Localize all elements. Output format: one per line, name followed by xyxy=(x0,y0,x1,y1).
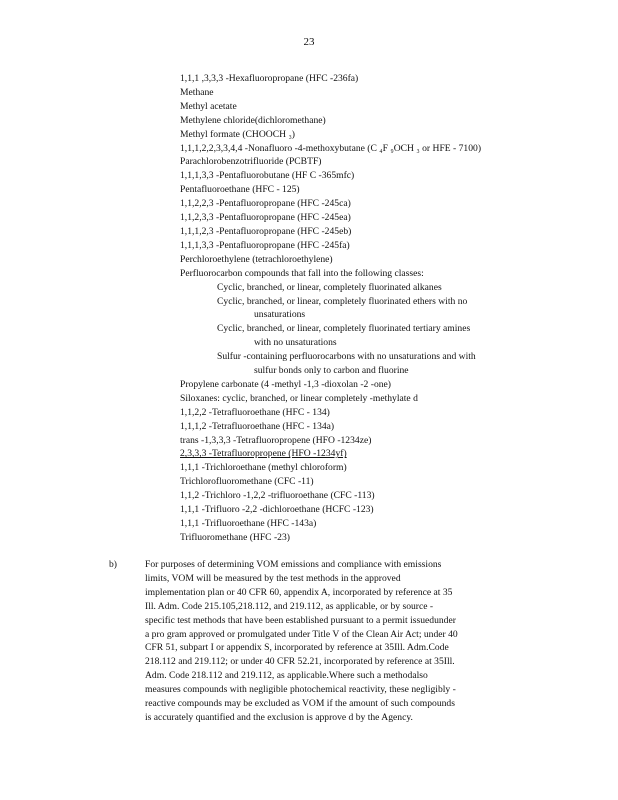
compound-line: Methyl acetate xyxy=(180,100,237,112)
compound-line: Parachlorobenzotrifluoride (PCBTF) xyxy=(180,156,322,168)
compound-line: Propylene carbonate (4 -methyl -1,3 -dioxolan -2 -one) xyxy=(180,378,391,390)
page-number: 23 xyxy=(303,36,315,48)
compound-list xyxy=(180,72,580,545)
compound-line: 1,1,1,2,2,3,3,4,4 -Nonafluoro -4-methoxybutane (C ₄F ₉OCH ₃ or HFE - 7100) xyxy=(180,142,482,154)
compound-line: Trifluoromethane (HFC -23) xyxy=(180,531,290,543)
paragraph-line: implementation plan or 40 CFR 60, appendix A, incorporated by reference at 35 xyxy=(145,586,453,598)
compound-line: Cyclic, branched, or linear, completely fluorinated ethers with no xyxy=(217,295,468,307)
compound-line: trans -1,3,3,3 -Tetrafluoropropene (HFO -1234ze) xyxy=(180,434,372,446)
paragraph-line: reactive compounds may be excluded as VOM if the amount of such compounds xyxy=(145,698,455,710)
compound-line: sulfur bonds only to carbon and fluorine xyxy=(254,365,409,377)
paragraph-line: measures compounds with negligible photochemical reactivity, these negligibly - xyxy=(145,684,456,696)
compound-line: 1,1,1,2 -Tetrafluoroethane (HFC - 134a) xyxy=(180,420,335,432)
paragraph-b-text xyxy=(145,558,545,725)
compound-line: 1,1,1,3,3 -Pentafluoropropane (HFC -245fa) xyxy=(180,239,350,251)
compound-line: Perfluorocarbon compounds that fall into the following classes: xyxy=(180,267,424,279)
compound-line: 1,1,1,3,3 -Pentafluorobutane (HF C -365mfc) xyxy=(180,170,355,182)
compound-line: with no unsaturations xyxy=(254,337,337,349)
paragraph-line: 218.112 and 219.112; or under 40 CFR 52.21, incorporated by reference at 35Ill. xyxy=(145,656,455,668)
paragraph-line: a pro gram approved or promulgated under Title V of the Clean Air Act; under 40 xyxy=(145,628,458,640)
compound-line: Siloxanes: cyclic, branched, or linear completely -methylate d xyxy=(180,392,418,404)
paragraph-line: limits, VOM will be measured by the test methods in the approved xyxy=(145,572,401,584)
compound-line: 2,3,3,3 -Tetrafluoropropene (HFO -1234yf) xyxy=(180,448,347,460)
compound-line: Perchloroethylene (tetrachloroethylene) xyxy=(180,253,333,265)
compound-line: unsaturations xyxy=(254,309,306,321)
compound-line: 1,1,2,3,3 -Pentafluoropropane (HFC -245ea) xyxy=(180,212,351,224)
compound-line: 1,1,1 -Trichloroethane (methyl chloroform) xyxy=(180,462,347,474)
compound-line: 1,1,2 -Trichloro -1,2,2 -trifluoroethane (CFC -113) xyxy=(180,490,375,502)
compound-line: 1,1,1 ,3,3,3 -Hexafluoropropane (HFC -236fa) xyxy=(180,73,359,84)
compound-line: Methyl formate (CHOOCH ₃) xyxy=(180,128,295,140)
compound-line: Trichlorofluoromethane (CFC -11) xyxy=(180,476,314,488)
paragraph-line: CFR 51, subpart I or appendix S, incorporated by reference at 35Ill. Adm.Code xyxy=(145,642,449,654)
paragraph-b-label: b) xyxy=(109,559,117,570)
compound-line: Cyclic, branched, or linear, completely fluorinated tertiary amines xyxy=(217,323,471,335)
compound-line: Methylene chloride(dichloromethane) xyxy=(180,114,326,126)
compound-line: 1,1,1 -Trifluoroethane (HFC -143a) xyxy=(180,518,317,529)
compound-line: 1,1,1,2,3 -Pentafluoropropane (HFC -245eb) xyxy=(180,225,352,237)
compound-line: Pentafluoroethane (HFC - 125) xyxy=(180,184,300,196)
compound-line: 1,1,2,2,3 -Pentafluoropropane (HFC -245ca) xyxy=(180,198,351,210)
paragraph-line: For purposes of determining VOM emissions and compliance with emissions xyxy=(145,559,442,570)
paragraph-line: Adm. Code 218.112 and 219.112, as applicable.Where such a methodalso xyxy=(145,670,428,682)
compound-line: Methane xyxy=(180,86,214,98)
compound-line: Cyclic, branched, or linear, completely fluorinated alkanes xyxy=(217,281,442,293)
compound-line: 1,1,2,2 -Tetrafluoroethane (HFC - 134) xyxy=(180,406,330,418)
paragraph-line: is accurately quantified and the exclusion is approve d by the Agency. xyxy=(145,711,413,723)
paragraph-line: Ill. Adm. Code 215.105,218.112, and 219.112, as applicable, or by source - xyxy=(145,600,434,612)
compound-line: 1,1,1 -Trifluoro -2,2 -dichloroethane (HCFC -123) xyxy=(180,504,374,516)
compound-line: Sulfur -containing perfluorocarbons with no unsaturations and with xyxy=(217,351,476,363)
paragraph-line: specific test methods that have been established pursuant to a permit issuedunder xyxy=(145,614,456,626)
